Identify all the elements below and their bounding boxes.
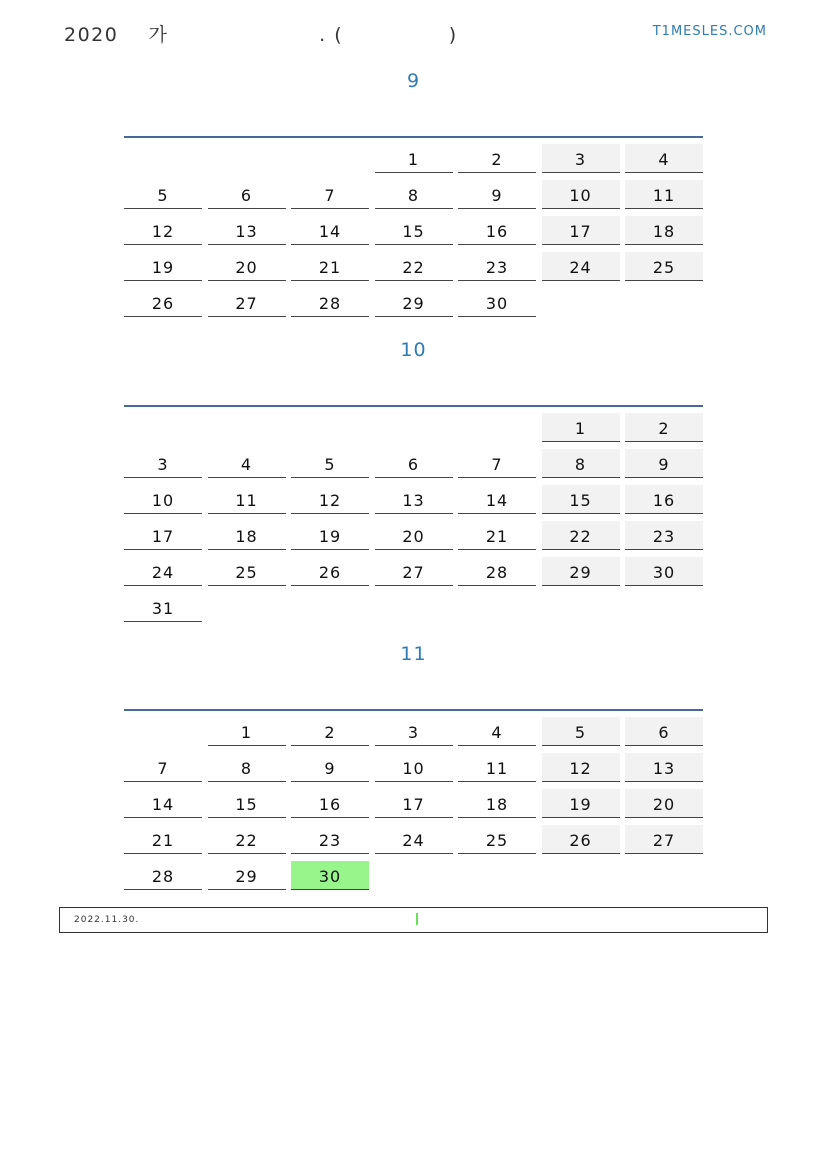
day-cell[interactable]: 7 <box>291 180 369 209</box>
day-cell[interactable]: 28 <box>124 861 202 890</box>
site-brand-link[interactable]: T1MESLES.COM <box>652 24 767 39</box>
day-cell[interactable]: 7 <box>124 753 202 782</box>
day-cell[interactable]: 26 <box>124 288 202 317</box>
day-cell[interactable]: 6 <box>625 717 703 746</box>
day-cell[interactable]: 10 <box>375 753 453 782</box>
day-cell[interactable]: 11 <box>208 485 286 514</box>
day-cell[interactable]: 30 <box>625 557 703 586</box>
day-cell[interactable]: 19 <box>124 252 202 281</box>
day-cell[interactable]: 17 <box>124 521 202 550</box>
day-cell[interactable]: 26 <box>542 825 620 854</box>
day-cell[interactable]: 14 <box>124 789 202 818</box>
day-cell[interactable]: 25 <box>208 557 286 586</box>
day-cell[interactable]: 23 <box>458 252 536 281</box>
day-cell[interactable]: 11 <box>625 180 703 209</box>
day-cell[interactable]: 1 <box>542 413 620 442</box>
day-cell[interactable]: 21 <box>124 825 202 854</box>
day-cell[interactable]: 23 <box>291 825 369 854</box>
day-cell[interactable]: 15 <box>542 485 620 514</box>
day-cell[interactable]: 6 <box>208 180 286 209</box>
day-cell[interactable]: 21 <box>458 521 536 550</box>
day-cell[interactable]: 26 <box>291 557 369 586</box>
day-cell[interactable]: 19 <box>542 789 620 818</box>
day-cell[interactable]: 20 <box>375 521 453 550</box>
day-cell[interactable]: 20 <box>625 789 703 818</box>
day-cell[interactable]: 24 <box>124 557 202 586</box>
day-cell[interactable]: 2 <box>291 717 369 746</box>
day-cell-today[interactable]: 30 <box>291 861 369 890</box>
page-title: 2020 가 . ( ) <box>64 24 458 46</box>
month-divider <box>124 405 703 407</box>
day-cell[interactable]: 9 <box>625 449 703 478</box>
day-cell[interactable]: 5 <box>124 180 202 209</box>
day-cell[interactable]: 22 <box>542 521 620 550</box>
month-title: 9 <box>406 70 421 92</box>
day-cell[interactable]: 5 <box>542 717 620 746</box>
day-cell[interactable]: 13 <box>375 485 453 514</box>
day-cell[interactable]: 29 <box>375 288 453 317</box>
day-cell[interactable]: 15 <box>375 216 453 245</box>
day-cell[interactable]: 10 <box>542 180 620 209</box>
day-cell[interactable]: 29 <box>542 557 620 586</box>
day-cell[interactable]: 28 <box>291 288 369 317</box>
month-title: 11 <box>400 643 427 665</box>
footer-marker <box>416 913 418 925</box>
day-cell[interactable]: 3 <box>375 717 453 746</box>
day-cell[interactable]: 18 <box>625 216 703 245</box>
day-cell[interactable]: 4 <box>458 717 536 746</box>
day-cell[interactable]: 14 <box>291 216 369 245</box>
day-cell[interactable]: 2 <box>625 413 703 442</box>
day-cell[interactable]: 17 <box>542 216 620 245</box>
day-cell[interactable]: 27 <box>625 825 703 854</box>
day-cell[interactable]: 19 <box>291 521 369 550</box>
day-cell[interactable]: 12 <box>124 216 202 245</box>
day-cell[interactable]: 12 <box>291 485 369 514</box>
day-cell[interactable]: 30 <box>458 288 536 317</box>
day-cell[interactable]: 1 <box>208 717 286 746</box>
day-cell[interactable]: 16 <box>625 485 703 514</box>
page-header <box>0 0 827 60</box>
day-cell[interactable]: 1 <box>375 144 453 173</box>
day-cell[interactable]: 4 <box>625 144 703 173</box>
day-cell[interactable]: 25 <box>458 825 536 854</box>
day-cell[interactable]: 29 <box>208 861 286 890</box>
day-cell[interactable]: 18 <box>208 521 286 550</box>
day-cell[interactable]: 16 <box>291 789 369 818</box>
day-cell[interactable]: 28 <box>458 557 536 586</box>
day-cell[interactable]: 8 <box>375 180 453 209</box>
day-cell[interactable]: 13 <box>208 216 286 245</box>
day-cell[interactable]: 23 <box>625 521 703 550</box>
day-cell[interactable]: 20 <box>208 252 286 281</box>
day-cell[interactable]: 22 <box>375 252 453 281</box>
day-cell[interactable]: 5 <box>291 449 369 478</box>
month-divider <box>124 709 703 711</box>
day-cell[interactable]: 8 <box>542 449 620 478</box>
day-cell[interactable]: 12 <box>542 753 620 782</box>
day-cell[interactable]: 27 <box>375 557 453 586</box>
day-cell[interactable]: 13 <box>625 753 703 782</box>
day-cell[interactable]: 24 <box>375 825 453 854</box>
day-cell[interactable]: 24 <box>542 252 620 281</box>
day-cell[interactable]: 16 <box>458 216 536 245</box>
day-cell[interactable]: 31 <box>124 593 202 622</box>
day-cell[interactable]: 27 <box>208 288 286 317</box>
day-cell[interactable]: 6 <box>375 449 453 478</box>
day-cell[interactable]: 9 <box>291 753 369 782</box>
day-cell[interactable]: 11 <box>458 753 536 782</box>
day-cell[interactable]: 3 <box>124 449 202 478</box>
footer-bar <box>59 907 768 933</box>
day-cell[interactable]: 9 <box>458 180 536 209</box>
month-title: 10 <box>400 339 427 361</box>
footer-date: 2022.11.30. <box>74 915 140 925</box>
day-cell[interactable]: 18 <box>458 789 536 818</box>
day-cell[interactable]: 10 <box>124 485 202 514</box>
day-cell[interactable]: 14 <box>458 485 536 514</box>
month-divider <box>124 136 703 138</box>
day-cell[interactable]: 8 <box>208 753 286 782</box>
day-cell[interactable]: 7 <box>458 449 536 478</box>
day-cell[interactable]: 3 <box>542 144 620 173</box>
day-cell[interactable]: 22 <box>208 825 286 854</box>
day-cell[interactable]: 17 <box>375 789 453 818</box>
day-cell[interactable]: 4 <box>208 449 286 478</box>
day-cell[interactable]: 25 <box>625 252 703 281</box>
day-cell[interactable]: 2 <box>458 144 536 173</box>
day-cell[interactable]: 21 <box>291 252 369 281</box>
day-cell[interactable]: 15 <box>208 789 286 818</box>
